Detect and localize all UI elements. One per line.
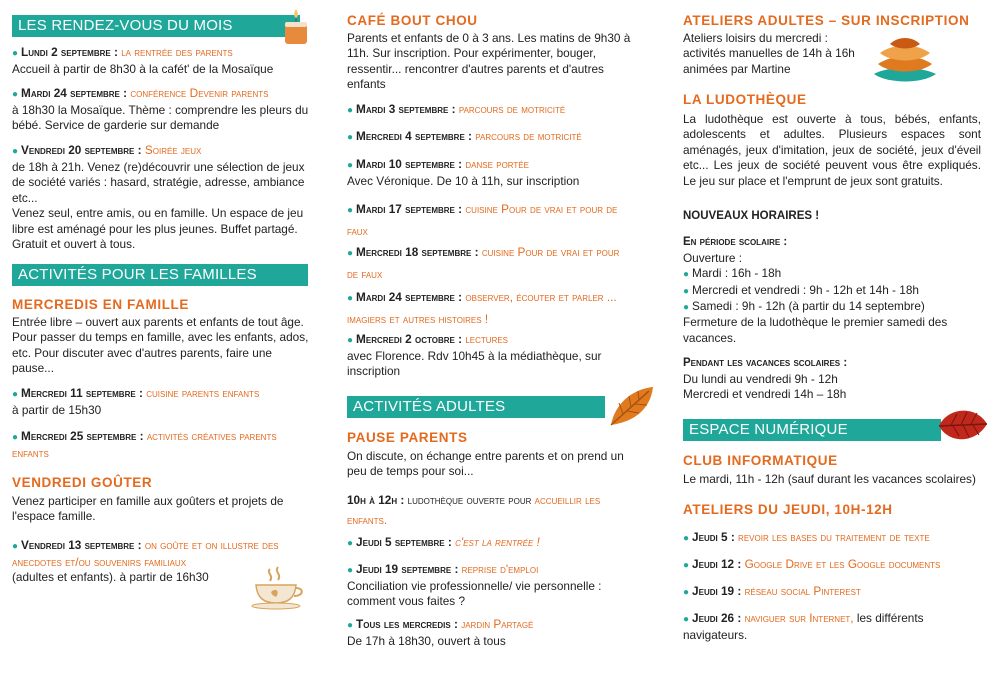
event-title: lectures [465, 332, 509, 346]
event-date: Mardi 24 septembre : [21, 86, 128, 100]
candle-icon [281, 6, 311, 46]
event-title: conférence Devenir parents [130, 86, 269, 100]
periode-scolaire [683, 235, 981, 316]
event-mardi-24: ● Mardi 24 septembre : conférence Devenir parents à 18h30 la Mosaïque. Thème : comprendre les pleurs du bébé. Service de garderie sur demande [12, 86, 312, 134]
cafe-bout-chou [347, 13, 643, 93]
event-body-2: Venez seul, entre amis, ou en famille. Un espace de jeu libre est aménagé pour les plus jeunes. Buffet partagé. Gratuit et ouvert à tous. [12, 206, 304, 251]
club-text: Le mardi, 11h - 12h (sauf durant les vacances scolaires) [683, 471, 976, 486]
event-title: cuisine Pour de vrai et pour de faux [347, 245, 620, 281]
event-jeudi-5: ● Jeudi 5 : revoir les bases du traitement de texte [683, 530, 930, 544]
red-leaf-icon [935, 404, 991, 446]
event-title: danse portée [465, 157, 529, 171]
event-body: à 18h30 la Mosaïque. Thème : comprendre les pleurs du bébé. Service de garderie sur demande [12, 102, 309, 132]
event-date: Tous les mercredis : [356, 617, 458, 631]
event-title: observer, écouter et parler ... imagiers et autres histoires ! [347, 290, 617, 326]
ludo-text: La ludothèque est ouverte à tous, bébés, enfants, adolescents et adultes. Plusieurs espaces sont aménagés, jeux d'imitation, jeux de société, jeux d'éveil etc... Les jeux de société peuvent vous être expliqués. Le jeu sur place et l'emprunt de jeux sont gratuits. [683, 111, 981, 188]
event-date: Lundi 2 septembre : [21, 45, 118, 59]
fermeture [683, 315, 981, 346]
event-date: Mardi 10 septembre : [356, 157, 463, 171]
event-date: Mercredi 25 septembre : [21, 429, 144, 443]
event-date: Mardi 17 septembre : [356, 202, 463, 216]
heading-cafe: CAFÉ BOUT CHOU [347, 13, 478, 28]
event-body: avec Florence. Rdv 10h45 à la médiathèque, sur inscription [347, 348, 602, 378]
event-body: de 18h à 21h. Venez (re)découvrir une sélection de jeux de société variés : hasard, stratégie, adresse, ambiance etc... [12, 159, 305, 205]
event-date: Mercredi 4 septembre : [356, 129, 472, 143]
ludo-highlight: accueillir les enfants. [347, 493, 601, 527]
ludotheque [683, 92, 981, 189]
section-bar-numerique: ESPACE NUMÉRIQUE [683, 419, 941, 441]
event-title: Soirée jeux [144, 143, 202, 157]
hours-line: ● Mercredi et vendredi : 9h - 12h et 14h - 18h [683, 282, 919, 297]
ludo-accueil-line [347, 490, 643, 530]
heading-club: CLUB INFORMATIQUE [683, 453, 838, 468]
event-title: revoir les bases du traitement de texte [738, 530, 930, 544]
event-mercredi-18: ● Mercredi 18 septembre : cuisine Pour de vrai et pour de faux [347, 245, 620, 281]
ateliers-text: Ateliers loisirs du mercredi : activités manuelles de 14h à 16h animées par Martine [683, 30, 855, 76]
cafe-text: Parents et enfants de 0 à 3 ans. Les matins de 9h30 à 11h. Sur inscription. Pour expérimenter, bouger, ressentir... rencontrer d'autres parents et d'autres enfants [347, 30, 631, 91]
event-date: Jeudi 19 : [692, 584, 742, 598]
periode-heading: En période scolaire : [683, 236, 788, 248]
event-mardi-10: ● Mardi 10 septembre : danse portée Avec Véronique. De 10 à 11h, sur inscription [347, 157, 643, 189]
event-title: on goûte et on illustre des anecdotes et/ou souvenirs familiaux [12, 538, 279, 569]
event-body: Accueil à partir de 8h30 à la cafét' de la Mosaïque [12, 61, 274, 76]
nouveaux-horaires [683, 209, 981, 225]
ouverture-label: Ouverture : [683, 250, 743, 265]
event-body: à partir de 15h30 [12, 402, 102, 417]
vendredi-gouter [12, 475, 312, 525]
club-informatique [683, 453, 983, 487]
event-mercredi-2-octobre: ● Mercredi 2 octobre : lectures avec Florence. Rdv 10h45 à la médiathèque, sur inscription [347, 332, 627, 380]
fermeture-text: Fermeture de la ludothèque le premier samedi des vacances. [683, 315, 948, 345]
event-date: Jeudi 19 septembre : [356, 562, 459, 576]
event-jeudi-12: ● Jeudi 12 : Google Drive et les Google documents [683, 557, 941, 571]
pause-text: On discute, on échange entre parents et on prend un peu de temps pour soi... [347, 448, 624, 478]
event-mardi-3: ● Mardi 3 septembre : parcours de motricité [347, 102, 566, 116]
event-date: Vendredi 20 septembre : [21, 143, 142, 157]
event-title: activités créatives parents enfants [12, 429, 277, 460]
event-date: Mercredi 11 septembre : [21, 386, 143, 400]
event-title: Google Drive et les Google documents [744, 557, 941, 571]
section-bar-rendez-vous: LES RENDEZ-VOUS DU MOIS [12, 15, 300, 37]
heading-mercredis: MERCREDIS EN FAMILLE [12, 297, 190, 312]
event-mardi-17: ● Mardi 17 septembre : cuisine Pour de vrai et pour de faux [347, 202, 618, 238]
event-title: jardin Partagé [461, 617, 534, 631]
event-date: Mardi 3 septembre : [356, 102, 456, 116]
event-mardi-24: ● Mardi 24 septembre : observer, écouter et parler ... imagiers et autres histoires ! [347, 290, 617, 326]
event-title: parcours de motricité [475, 129, 582, 143]
vacances [683, 356, 981, 403]
event-date: Mercredi 18 septembre : [356, 245, 479, 259]
event-mercredi-11: ● Mercredi 11 septembre : cuisine parents enfants à partir de 15h30 [12, 386, 312, 418]
event-title: réseau social Pinterest [744, 584, 861, 598]
event-tous-les-mercredis: ● Tous les mercredis : jardin Partagé De 17h à 18h30, ouvert à tous [347, 617, 637, 649]
event-jeudi-5: ● Jeudi 5 septembre : c'est la rentrée ! [347, 535, 540, 549]
event-date: Jeudi 5 septembre : [356, 535, 452, 549]
event-vendredi-13: ● Vendredi 13 septembre : on goûte et on illustre des anecdotes et/ou souvenirs familiaux (adultes et enfants). à partir de 16h30 [12, 538, 312, 586]
event-mercredi-25: ● Mercredi 25 septembre : activités créatives parents enfants [12, 429, 277, 460]
pause-parents [347, 430, 643, 480]
event-body: les différents navigateurs. [683, 611, 924, 642]
event-body: De 17h à 18h30, ouvert à tous [347, 633, 506, 648]
mercredis-text: Entrée libre – ouvert aux parents et enfants de tout âge. Pour passer du temps en famille, avec les enfants, ados, etc. Pour discuter avec d'autres parents, faire une pause... [12, 314, 309, 375]
event-body: (adultes et enfants). à partir de 16h30 [12, 570, 209, 584]
event-mercredi-4: ● Mercredi 4 septembre : parcours de motricité [347, 129, 582, 143]
vacances-line-2: Mercredi et vendredi 14h – 18h [683, 387, 847, 401]
event-title: cuisine parents enfants [146, 386, 260, 400]
ludo-text: ludothèque ouverte pour [407, 493, 532, 507]
vacances-heading: Pendant les vacances scolaires : [683, 357, 848, 369]
event-title: la rentrée des parents [121, 45, 233, 59]
hours-line: ● Samedi : 9h - 12h (à partir du 14 septembre) [683, 299, 925, 313]
event-body: Conciliation vie professionnelle/ vie personnelle : comment vous faites ? [347, 578, 602, 608]
hours-line: ● Mardi : 16h - 18h [683, 266, 782, 280]
autumn-leaf-icon [605, 383, 657, 429]
heading-gouter: VENDREDI GOÛTER [12, 475, 153, 490]
event-body: Avec Véronique. De 10 à 11h, sur inscription [347, 173, 580, 188]
event-lundi-2: ● Lundi 2 septembre : la rentrée des parents Accueil à partir de 8h30 à la cafét' de la Mosaïque [12, 45, 312, 77]
event-vendredi-20: ● Vendredi 20 septembre : Soirée jeux de 18h à 21h. Venez (re)découvrir une sélection de jeux de société variés : hasard, stratégie, adresse, ambiance etc... Venez seul, entre amis, ou en famille. Un espace de jeu libre est aménagé pour les plus jeunes. Buffet partagé. Gratuit et ouvert à tous. [12, 143, 312, 253]
event-title: naviguer sur Internet, [744, 611, 854, 625]
event-date: Mercredi 2 octobre : [356, 332, 463, 346]
event-jeudi-26: ● Jeudi 26 : naviguer sur Internet, les différents navigateurs. [683, 611, 924, 642]
mercredis-en-famille [12, 297, 312, 377]
heading-jeudi: ATELIERS DU JEUDI, 10H-12H [683, 502, 893, 517]
event-jeudi-19: ● Jeudi 19 septembre : reprise d'emploi Conciliation vie professionnelle/ vie personnelle : comment vous faites ? [347, 562, 637, 610]
event-title: c'est la rentrée ! [455, 535, 540, 549]
ludo-time: 10h à 12h : [347, 493, 405, 507]
heading-pause: PAUSE PARENTS [347, 430, 468, 445]
hours-samedi: Samedi : 9h - 12h (à partir du 14 septembre) [692, 299, 925, 313]
event-jeudi-19: ● Jeudi 19 : réseau social Pinterest [683, 584, 861, 598]
gouter-text: Venez participer en famille aux goûters et projets de l'espace famille. [12, 493, 284, 523]
event-date: Vendredi 13 septembre : [21, 538, 142, 552]
tea-cup-icon [248, 565, 308, 611]
nouveaux-heading: NOUVEAUX HORAIRES ! [683, 210, 820, 222]
section-bar-familles: ACTIVITÉS POUR LES FAMILLES [12, 264, 308, 286]
section-bar-adultes: ACTIVITÉS ADULTES [347, 396, 605, 418]
event-date: Jeudi 26 : [692, 611, 742, 625]
event-date: Jeudi 5 : [692, 530, 735, 544]
cushions-icon [868, 34, 942, 86]
heading-ateliers: ATELIERS ADULTES – SUR INSCRIPTION [683, 13, 970, 28]
event-title: reprise d'emploi [461, 562, 539, 576]
event-date: Jeudi 12 : [692, 557, 742, 571]
event-title: cuisine Pour de vrai et pour de faux [347, 202, 618, 238]
event-date: Mardi 24 septembre : [356, 290, 463, 304]
vacances-line-1: Du lundi au vendredi 9h - 12h [683, 371, 838, 386]
hours-mercredi-vendredi: Mercredi et vendredi : 9h - 12h et 14h - 18h [692, 282, 919, 297]
ateliers-jeudi [683, 502, 983, 518]
hours-mardi: Mardi : 16h - 18h [692, 266, 782, 280]
event-title: parcours de motricité [458, 102, 566, 116]
heading-ludo: LA LUDOTHÈQUE [683, 92, 807, 107]
